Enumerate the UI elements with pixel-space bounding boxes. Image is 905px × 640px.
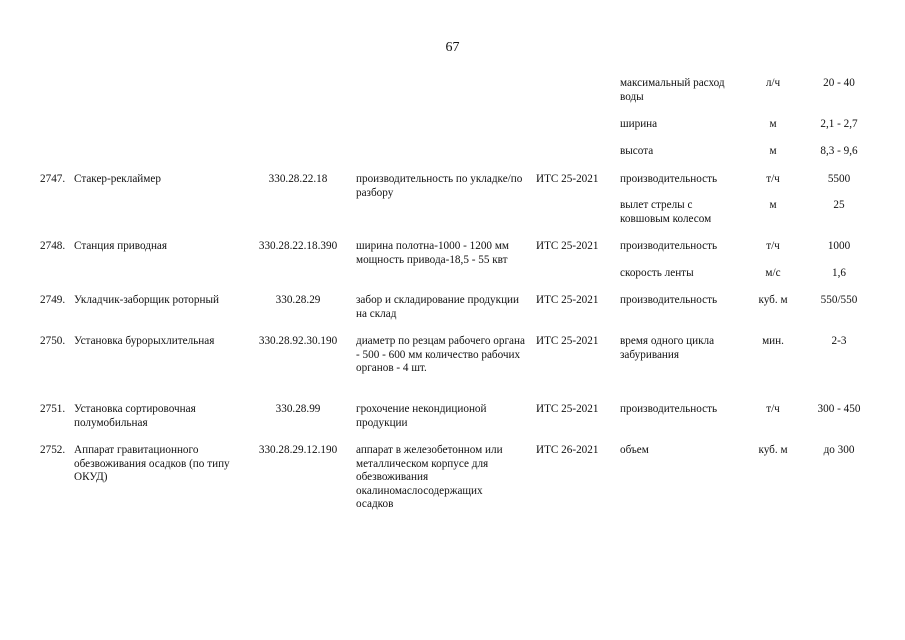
item-name: Установка сортировочная полумобильная bbox=[74, 403, 196, 429]
item-description: производительность по укладке/по разбору bbox=[356, 173, 523, 199]
param-value: 5500 bbox=[827, 173, 851, 185]
item-standard: ИТС 25-2021 bbox=[536, 294, 599, 306]
param-value: 550/550 bbox=[820, 294, 858, 306]
param-unit: т/ч bbox=[766, 173, 780, 185]
param-value: до 300 bbox=[823, 444, 855, 456]
param-name: ширина bbox=[620, 118, 658, 130]
item-standard: ИТС 25-2021 bbox=[536, 240, 599, 252]
param-unit: т/ч bbox=[766, 240, 780, 252]
param-name: производительность bbox=[620, 240, 718, 252]
page-number: 67 bbox=[445, 40, 460, 55]
param-unit: м bbox=[769, 145, 777, 157]
param-value: 1000 bbox=[827, 240, 851, 252]
item-description: аппарат в железобетонном или металлическом корпусе для обезвоживания окалиномаслосодержащих осадков bbox=[356, 444, 503, 510]
item-number: 2747. bbox=[40, 173, 66, 185]
item-name: Станция приводная bbox=[74, 240, 168, 252]
item-number: 2752. bbox=[40, 444, 66, 456]
item-code: 330.28.22.18.390 bbox=[258, 240, 338, 252]
item-number: 2750. bbox=[40, 335, 66, 347]
param-name: вылет стрелы с ковшовым колесом bbox=[620, 199, 712, 225]
item-number: 2748. bbox=[40, 240, 66, 252]
item-standard: ИТС 25-2021 bbox=[536, 173, 599, 185]
param-value: 2,1 - 2,7 bbox=[820, 118, 858, 130]
param-name: производительность bbox=[620, 403, 718, 415]
param-value: 8,3 - 9,6 bbox=[820, 145, 858, 157]
item-code: 330.28.92.30.190 bbox=[258, 335, 338, 347]
param-name: объем bbox=[620, 444, 649, 456]
param-unit: мин. bbox=[762, 335, 784, 347]
param-name: высота bbox=[620, 145, 654, 157]
param-value: 2-3 bbox=[831, 335, 847, 347]
item-code: 330.28.22.18 bbox=[268, 173, 328, 185]
item-description: диаметр по резцам рабочего органа - 500 - 600 мм количество рабочих органов - 4 шт. bbox=[356, 335, 525, 374]
param-name: производительность bbox=[620, 294, 718, 306]
param-value: 1,6 bbox=[832, 267, 846, 279]
param-unit: т/ч bbox=[766, 403, 780, 415]
item-number: 2749. bbox=[40, 294, 66, 306]
item-code: 330.28.29.12.190 bbox=[258, 444, 338, 456]
param-name: производительность bbox=[620, 173, 718, 185]
param-unit: л/ч bbox=[765, 77, 781, 89]
item-number: 2751. bbox=[40, 403, 66, 415]
item-code: 330.28.29 bbox=[275, 294, 321, 306]
param-unit: м/с bbox=[765, 267, 781, 279]
item-name: Аппарат гравитационного обезвоживания осадков (по типу ОКУД) bbox=[74, 444, 230, 483]
param-name: максимальный расход воды bbox=[620, 77, 725, 103]
param-name: время одного цикла забуривания bbox=[620, 335, 715, 361]
param-value: 300 - 450 bbox=[817, 403, 861, 415]
param-unit: м bbox=[769, 199, 777, 211]
param-unit: куб. м bbox=[758, 294, 788, 306]
param-value: 25 bbox=[833, 199, 845, 211]
item-name: Стакер-реклаймер bbox=[74, 173, 161, 185]
param-unit: м bbox=[769, 118, 777, 130]
item-description: грохочение некондиционой продукции bbox=[356, 403, 487, 429]
item-standard: ИТС 25-2021 bbox=[536, 403, 599, 415]
item-standard: ИТС 25-2021 bbox=[536, 335, 599, 347]
item-name: Укладчик-заборщик роторный bbox=[74, 294, 219, 306]
item-standard: ИТС 26-2021 bbox=[536, 444, 599, 456]
param-unit: куб. м bbox=[758, 444, 788, 456]
item-description: ширина полотна-1000 - 1200 мм мощность привода-18,5 - 55 квт bbox=[356, 240, 509, 266]
item-name: Установка бурорыхлительная bbox=[74, 335, 215, 347]
item-description: забор и складирование продукции на склад bbox=[356, 294, 520, 320]
param-value: 20 - 40 bbox=[823, 77, 855, 89]
item-code: 330.28.99 bbox=[275, 403, 321, 415]
param-name: скорость ленты bbox=[620, 267, 694, 279]
